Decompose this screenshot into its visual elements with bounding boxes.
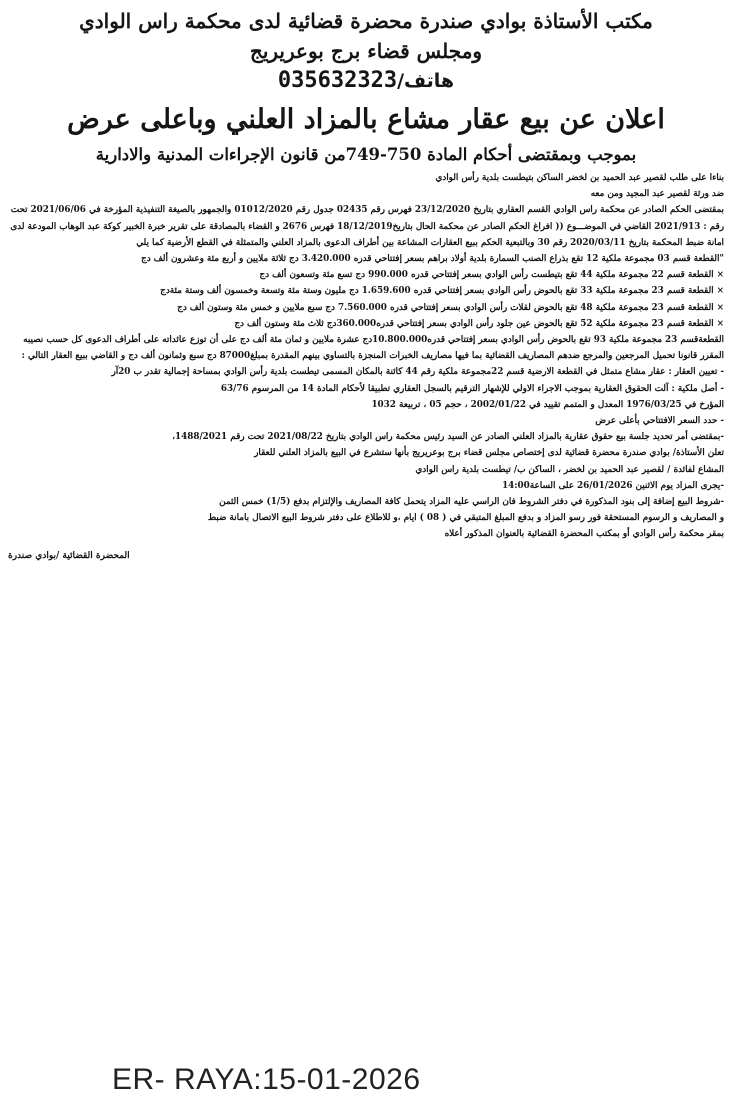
body-paragraph: و المصاريف و الرسوم المستحقة فور رسو المزاد و بدفع المبلغ المتبقي في ( 08 ) ايام ،و للاطلاع على دفتر شروط البيع الاتصال بامانة ضبط [207, 513, 724, 524]
body-paragraph: بمقر محكمة رأس الوادي أو بمكتب المحضرة القضائية بالعنوان المذكور أعلاه [444, 529, 724, 540]
body-paragraph: تعلن الأستاذة/ بوادي صندرة محضرة قضائية لدى إختصاص مجلس قضاء برج بوعريريج بأنها ستشرع في البيع بالمزاد العلني للعقار [254, 448, 724, 459]
phone-label: هاتف/ [397, 70, 455, 92]
body-paragraph: المؤرخ في 1976/03/25 المعدل و المتمم تقييد في 2002/01/22 ، حجم 05 ، تربيعة 1032 [371, 399, 724, 410]
body-paragraph: -بمقتضى أمر تحديد جلسة بيع حقوق عقارية بالمزاد العلني الصادر عن السيد رئيس محكمة راس الوادي بتاريخ 2021/08/22 تحت رقم 1488/2021، [172, 432, 724, 443]
body-paragraph: -شروط البيع إضافة إلى بنود المذكورة في دفتر الشروط فان الراسي عليه المزاد يتحمل كافة المصاريف والإلتزام بدفع (1/5) خمس الثمن [219, 497, 724, 508]
notice-subtitle: بموجب وبمقتضى أحكام المادة 750-749من قانون الإجراءات المدنية والادارية [95, 145, 637, 164]
body-paragraph: × القطعة قسم 23 مجموعة ملكية 48 تقع بالحوض لقلات رأس الوادي بسعر إفتتاحي قدره 7.560.000 دج سبع ملايين و خمس مئة وستون ألف دج [177, 302, 724, 313]
phone-line [8, 66, 724, 96]
court-council-line: ومجلس قضاء برج بوعريريج [249, 39, 483, 63]
bailiff-signature: المحضرة القضائية /بوادي صندرة [8, 550, 130, 561]
office-name-line: مكتب الأستاذة بوادي صندرة محضرة قضائية لدى محكمة راس الوادي [79, 9, 653, 33]
body-paragraph: القطعةقسم 23 مجموعة ملكية 93 تقع بالحوض رأس الوادي بسعر إفتتاحي قدره10.800.000دج عشرة ملايين و ثمان مئة ألف دج على أن توزع عائداته على أطراف الدعوى كل حسب نصيبه المقرر قانونا تحميل المرجعين والمرجع ضدهم المصاريف القضائية بما فيها مصاريف الخبرات المنجزة بالتساوي بينهم المقدرة بمبلغ87000 دج سبع وثمانون ألف دج و القاضي ببيع العقار التالي : [21, 335, 724, 362]
publication-stamp: ER- RAYA:15-01-2026 [112, 1063, 421, 1096]
body-paragraph: × القطعة قسم 23 مجموعة ملكية 33 تقع بالحوض رأس الوادي بسعر إفتتاحي قدره 1.659.600 دج مليون وستة مئة وتسعة وخمسون ألف وستة مئةدج [160, 286, 724, 297]
body-paragraph: ضد ورثة لقصير عبد المجيد ومن معه [590, 189, 724, 200]
notice-title: اعلان عن بيع عقار مشاع بالمزاد العلني وباعلى عرض [67, 104, 665, 135]
legal-notice-document [8, 6, 724, 1054]
body-paragraph: × القطعة قسم 23 مجموعة ملكية 52 تقع بالحوض عين جلود رأس الوادي بسعر إفتتاحي قدره360.000دج ثلاث مئة وستون ألف دج [234, 318, 724, 329]
bailiff-signature-line [8, 547, 724, 565]
body-paragraph: المشاع لفائدة / لقصير عبد الحميد بن لخضر ، الساكن ب/ تيطست بلدية راس الوادي [415, 464, 724, 475]
body-paragraph: بمقتضى الحكم الصادر عن محكمة راس الوادي القسم العقاري بتاريخ 23/12/2020 فهرس رقم 02435 جدول رقم 01012/2020 والجمهور بالصيغة التنفيذية المؤرخة في 2021/06/06 تحت رقم : 2021/913 القاضي في الموضـــوع (( افراغ الحكم الصادر عن محكمة الحال بتاريخ18/12/2019 فهرس 2676 و القضاء بالمصادقة على تقرير خبرة الخبير كوكة عبد الوهاب المودعة لدى امانة ضبط المحكمة بتاريخ 2020/03/11 رقم 30 وبالتبعية الحكم ببيع العقارات المشاعة بين أطراف الدعوى بالمزاد العلني والمتمثلة في القطع الأرضية كما يلي [10, 205, 724, 248]
body-paragraph: بناءا على طلب لقصير عبد الحميد بن لخضر الساكن بتيطست بلدية رأس الوادي [435, 173, 724, 183]
body-paragraph: - حدد السعر الافتتاحي بأعلى عرض [595, 416, 724, 427]
body-paragraph: × القطعة قسم 22 مجموعة ملكية 44 تقع بتيطست رأس الوادي بسعر إفتتاحي قدره 990.000 دج تسع مئة وتسعون ألف دج [259, 270, 724, 281]
phone-number: 035632323 [277, 68, 398, 93]
body-paragraph: "القطعة قسم 03 مجموعة ملكية 12 تقع بذراع الصنب السمارة بلدية أولاد براهم بسعر إفتتاحي قدره 3.420.000 دج ثلاثة ملايين و أربع مئة وعشرون ألف دج [141, 254, 724, 265]
body-paragraph: -يجرى المزاد يوم الاثنين 26/01/2026 على الساعة14:00 [502, 480, 724, 491]
body-paragraph: - أصل ملكية : آلت الحقوق العقارية بموجب الاجراء الاولي للإشهار الترقيم بالسجل العقاري تطبيقا لأحكام المادة 14 من المرسوم 63/76 [220, 383, 724, 394]
notice-body [8, 170, 724, 543]
body-paragraph: - تعيين العقار : عقار مشاع متمثل في القطعة الارضية قسم 22مجموعة ملكية رقم 44 كائنة بالمكان المسمى تيطست بلدية رأس الوادي بمساحة إجمالية تقدر ب 20آر [111, 367, 724, 378]
